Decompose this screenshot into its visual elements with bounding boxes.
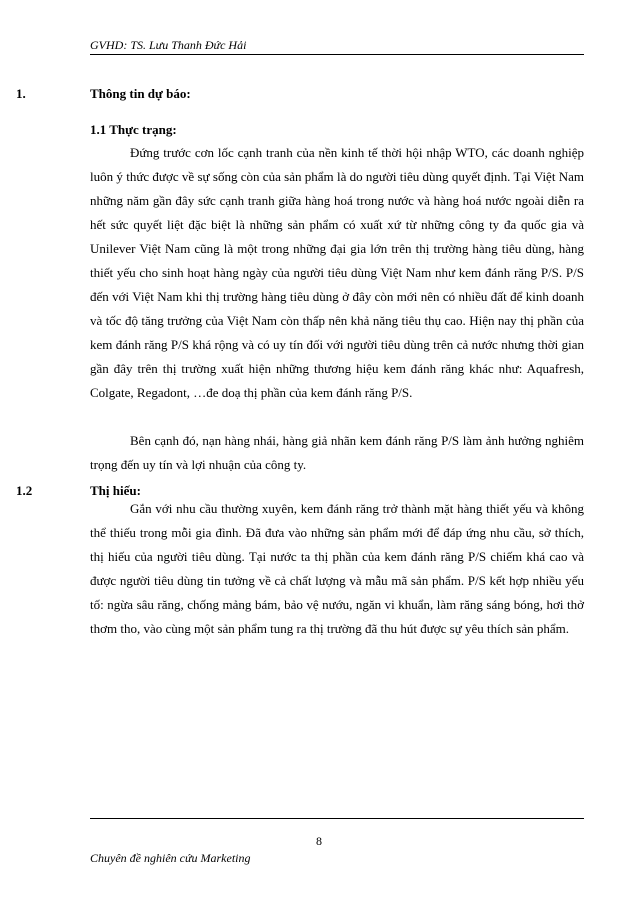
section-1-1-paragraph-2: Bên cạnh đó, nạn hàng nhái, hàng giả nhãn kem đánh răng P/S làm ảnh hưởng nghiêm trọng đến uy tín và lợi nhuận của công ty. [90, 433, 584, 472]
page-footer: Chuyên đề nghiên cứu Marketing [90, 851, 251, 865]
section-1-2-paragraph: Gắn với nhu cầu thường xuyên, kem đánh răng trở thành mặt hàng thiết yếu và không thể thiếu trong mỗi gia đình. Đã đưa vào những sản phẩm mới để đáp ứng nhu cầu, sở thích, thị hiếu của người tiêu dùng. Tại nước ta thị phần của kem đánh răng P/S chiếm khá cao và được người tiêu dùng tin tưởng về cả chất lượng và mẫu mã sản phẩm. P/S kết hợp nhiều yếu tố: ngừa sâu răng, chống mảng bám, bảo vệ nướu, ngăn vi khuẩn, làm răng sáng bóng, hơi thở thơm tho, vào cùng một sản phẩm tung ra thị trường đã thu hút được sự yêu thích sản phẩm. [90, 501, 584, 636]
section-1-2-title: Thị hiếu: [90, 483, 141, 498]
footer-divider [90, 818, 584, 819]
section-1-1-paragraph-1: Đứng trước cơn lốc cạnh tranh của nền kinh tế thời hội nhập WTO, các doanh nghiệp luôn ý thức được về sự sống còn của sản phẩm là do người tiêu dùng quyết định. Tại Việt Nam những năm gần đây sức cạnh tranh giữa hàng hoá trong nước và hàng hoá nước ngoài diễn ra hết sức quyết liệt đặc biệt là những sản phẩm có xuất xứ từ những công ty đa quốc gia và Unilever Việt Nam cũng là một trong những đại gia lớn trên thị trường hàng tiêu dùng, hàng thiết yếu cho sinh hoạt hàng ngày của người tiêu dùng Việt Nam như kem đánh răng P/S. P/S đến với Việt Nam khi thị trường hàng tiêu dùng ở đây còn mới nên có nhiều đất để kinh doanh và tốc độ tăng trưởng của Việt Nam còn thấp nên khả năng tiêu thụ cao. Hiện nay thị phần của kem đánh răng P/S khá rộng và có uy tín đối với người tiêu dùng trên cả nước nhưng thời gian gần đây trên thị trường xuất hiện những thương hiệu kem đánh răng khác như: Aquafresh, Colgate, Regadont, …đe doạ thị phần của kem đánh răng P/S. [90, 145, 584, 400]
page-header: GVHD: TS. Lưu Thanh Đức Hải [90, 38, 247, 52]
section-1-number: 1. [16, 86, 26, 101]
section-1-2-number: 1.2 [16, 483, 33, 498]
page-number: 8 [316, 834, 322, 848]
section-1-1-title: 1.1 Thực trạng: [90, 122, 177, 137]
header-divider [90, 54, 584, 55]
section-1-title: Thông tin dự báo: [90, 86, 191, 101]
